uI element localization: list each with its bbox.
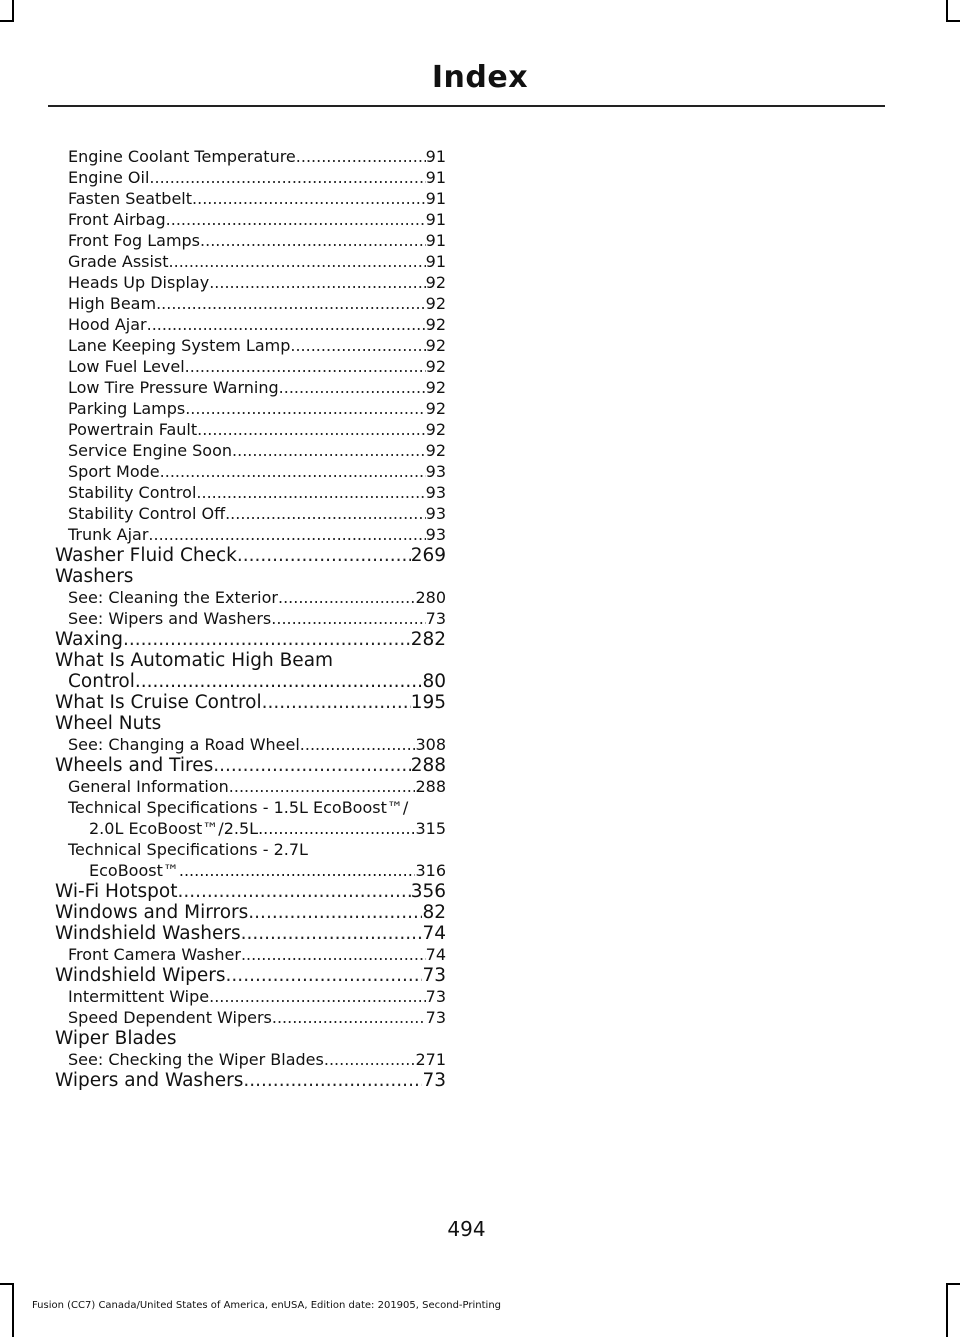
index-entry: Windshield Wipers ..... 73: [55, 965, 446, 986]
index-subentry: Sport Mode ..... 93: [55, 461, 446, 482]
crop-mark: [0, 20, 14, 22]
index-entry: Windows and Mirrors ..... 82: [55, 902, 446, 923]
index-entry: Windshield Washers ..... 74: [55, 923, 446, 944]
index-subentry: See: Changing a Road Wheel ..... 308: [55, 734, 446, 755]
index-subentry: Low Tire Pressure Warning ..... 92: [55, 377, 446, 398]
index-subentry: Front Airbag ..... 91: [55, 209, 446, 230]
index-heading: Washers: [55, 566, 134, 587]
index-subentry: See: Cleaning the Exterior ..... 280: [55, 587, 446, 608]
crop-mark: [946, 1283, 948, 1337]
crop-mark: [946, 20, 960, 22]
crop-mark: [946, 1283, 960, 1285]
index-subentry: Lane Keeping System Lamp ..... 92: [55, 335, 446, 356]
crop-mark: [946, 0, 948, 22]
index-subentry: Grade Assist ..... 91: [55, 251, 446, 272]
index-entry: What Is Cruise Control ..... 195: [55, 692, 446, 713]
page-number: 494: [447, 1217, 486, 1241]
page-title: Index: [431, 60, 529, 95]
index-subentry: Hood Ajar ..... 92: [55, 314, 446, 335]
index-subentry: Low Fuel Level ..... 92: [55, 356, 446, 377]
index-heading: Wheel Nuts: [55, 713, 162, 734]
index-subentry: Trunk Ajar ..... 93: [55, 524, 446, 545]
index-entry: Wheels and Tires ..... 288: [55, 755, 446, 776]
index-entry: Washer Fluid Check ..... 269: [55, 545, 446, 566]
index-subentry-continued: 2.0L EcoBoost™/2.5L ..... 315: [55, 818, 446, 839]
index-subentry: Parking Lamps ..... 92: [55, 398, 446, 419]
crop-mark: [12, 0, 14, 22]
index-subentry: Intermittent Wipe ..... 73: [55, 986, 446, 1007]
crop-mark: [0, 1283, 14, 1285]
index-subentry: Speed Dependent Wipers ..... 73: [55, 1007, 446, 1028]
index-subentry: Engine Oil ..... 91: [55, 167, 446, 188]
index-subentry: Service Engine Soon ..... 92: [55, 440, 446, 461]
footer-edition-text: Fusion (CC7) Canada/United States of America, enUSA, Edition date: 201905, Second-Printing: [31, 1300, 502, 1311]
index-entry-continued: Control ..... 80: [55, 671, 446, 692]
index-subentry: Fasten Seatbelt ..... 91: [55, 188, 446, 209]
index-subentry: See: Wipers and Washers ..... 73: [55, 608, 446, 629]
index-entry: Wipers and Washers ..... 73: [55, 1070, 446, 1091]
index-subentry-wrapped: Technical Specifications - 1.5L EcoBoost™/: [68, 798, 409, 817]
header-rule: [48, 105, 885, 107]
index-subentry: See: Checking the Wiper Blades ..... 271: [55, 1049, 446, 1070]
index-subentry: Front Fog Lamps ..... 91: [55, 230, 446, 251]
index-subentry: Stability Control Off ..... 93: [55, 503, 446, 524]
index-subentry: Engine Coolant Temperature ..... 91: [55, 146, 446, 167]
index-subentry: General Information ..... 288: [55, 776, 446, 797]
index-subentry-continued: EcoBoost™ ..... 316: [55, 860, 446, 881]
index-subentry: Front Camera Washer ..... 74: [55, 944, 446, 965]
index-subentry: Heads Up Display ..... 92: [55, 272, 446, 293]
index-subentry: High Beam ..... 92: [55, 293, 446, 314]
index-subentry: Stability Control ..... 93: [55, 482, 446, 503]
index-entry: Waxing ..... 282: [55, 629, 446, 650]
index-heading: Wiper Blades: [55, 1028, 177, 1049]
index-column: [55, 146, 446, 1091]
index-entry: Wi-Fi Hotspot ..... 356: [55, 881, 446, 902]
index-subentry: Powertrain Fault ..... 92: [55, 419, 446, 440]
index-subentry-wrapped: Technical Specifications - 2.7L: [68, 840, 308, 859]
index-heading: What Is Automatic High Beam: [55, 650, 334, 671]
